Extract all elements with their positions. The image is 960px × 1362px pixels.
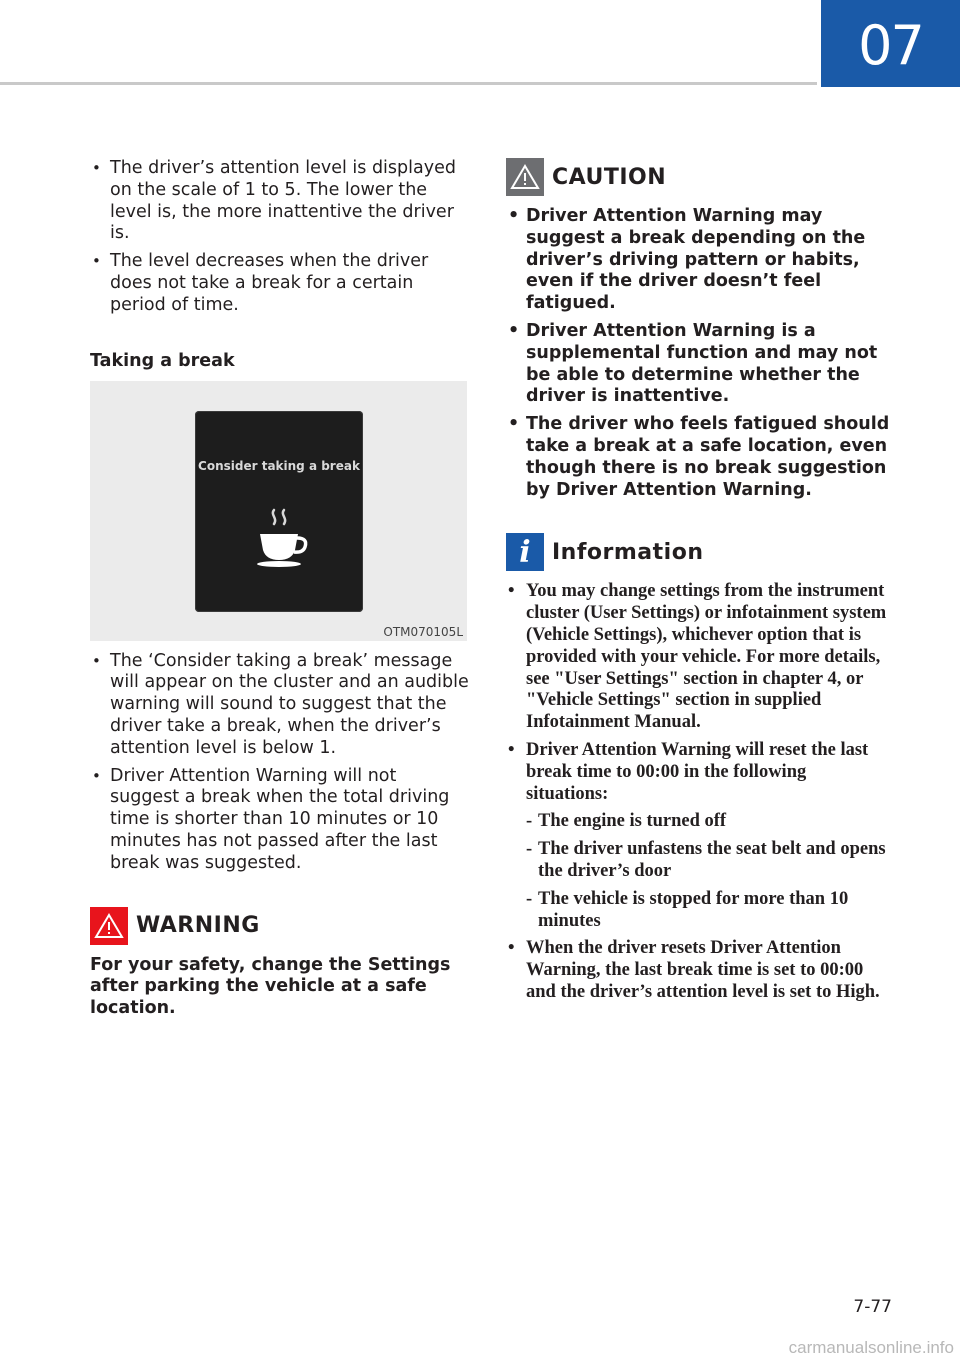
warning-title: WARNING: [136, 913, 260, 939]
coffee-cup-icon: [252, 506, 312, 576]
section-subheading: Taking a break: [90, 350, 235, 371]
info-heading: [506, 533, 891, 571]
screen-message: Consider taking a break: [198, 458, 360, 473]
list-item: • The driver’s attention level is displayed on the scale of 1 to 5. The lower the level is, the more inattentive the driver is.: [90, 158, 470, 245]
cluster-figure: [90, 381, 467, 641]
sub-list-item: - The driver unfastens the seat belt and opens the driver’s door: [526, 839, 891, 883]
intro-bullet-list: [90, 158, 470, 317]
cluster-screen: [195, 411, 363, 612]
list-item: • The driver who feels fatigued should take a break at a safe location, even though there is no break suggestion by Driver Attention Warning.: [506, 414, 891, 501]
break-bullet-list: [90, 651, 470, 875]
left-column: [90, 158, 470, 1020]
page-number: 7-77: [853, 1297, 892, 1317]
info-title: Information: [552, 539, 704, 565]
list-item: • Driver Attention Warning is a supplemental function and may not be able to determine whether the driver is inattentive.: [506, 321, 891, 408]
watermark[interactable]: carmanualsonline.info: [788, 1338, 954, 1357]
sub-list-item: - The engine is turned off: [526, 811, 891, 833]
chapter-tab: 07: [821, 0, 960, 87]
list-item: • Driver Attention Warning will not suggest a break when the total driving time is shorter than 10 minutes or 10 minutes has not passed after the last break was suggested.: [90, 766, 470, 875]
list-item: • Driver Attention Warning may suggest a break depending on the driver’s driving pattern or habits, even if the driver doesn’t feel fatigued.: [506, 206, 891, 315]
caution-title: CAUTION: [552, 164, 667, 190]
warning-icon: [90, 907, 128, 945]
warning-text: For your safety, change the Settings after parking the vehicle at a safe location.: [90, 954, 451, 1019]
figure-code: OTM070105L: [383, 624, 463, 639]
list-item: • The level decreases when the driver does not take a break for a certain period of time.: [90, 251, 470, 316]
caution-list: [506, 206, 891, 501]
list-item: • When the driver resets Driver Attention Warning, the last break time is set to 00:00 and the driver’s attention level is set to High.: [506, 938, 891, 1003]
list-item: • The ‘Consider taking a break’ message will appear on the cluster and an audible warning will sound to suggest that the driver take a break, when the driver’s attention level is below 1.: [90, 651, 470, 760]
caution-icon: [506, 158, 544, 196]
info-list: [506, 581, 891, 1003]
warning-heading: [90, 907, 470, 945]
header-rule: [0, 82, 817, 85]
sub-list-item: - The vehicle is stopped for more than 10 minutes: [526, 889, 891, 933]
info-icon: i: [506, 533, 544, 571]
list-item: • You may change settings from the instrument cluster (User Settings) or infotainment system (Vehicle Settings), whichever option that is provided with your vehicle. For more details, see "User Settings" section in chapter 4, or "Vehicle Settings" section in supplied Infotainment Manual.: [506, 581, 891, 734]
list-item: [506, 740, 891, 932]
list-item-text: Driver Attention Warning will reset the last break time to 00:00 in the following situations:: [526, 739, 869, 804]
right-column: [506, 158, 891, 1010]
reset-situations-list: [526, 811, 891, 932]
caution-heading: [506, 158, 891, 196]
